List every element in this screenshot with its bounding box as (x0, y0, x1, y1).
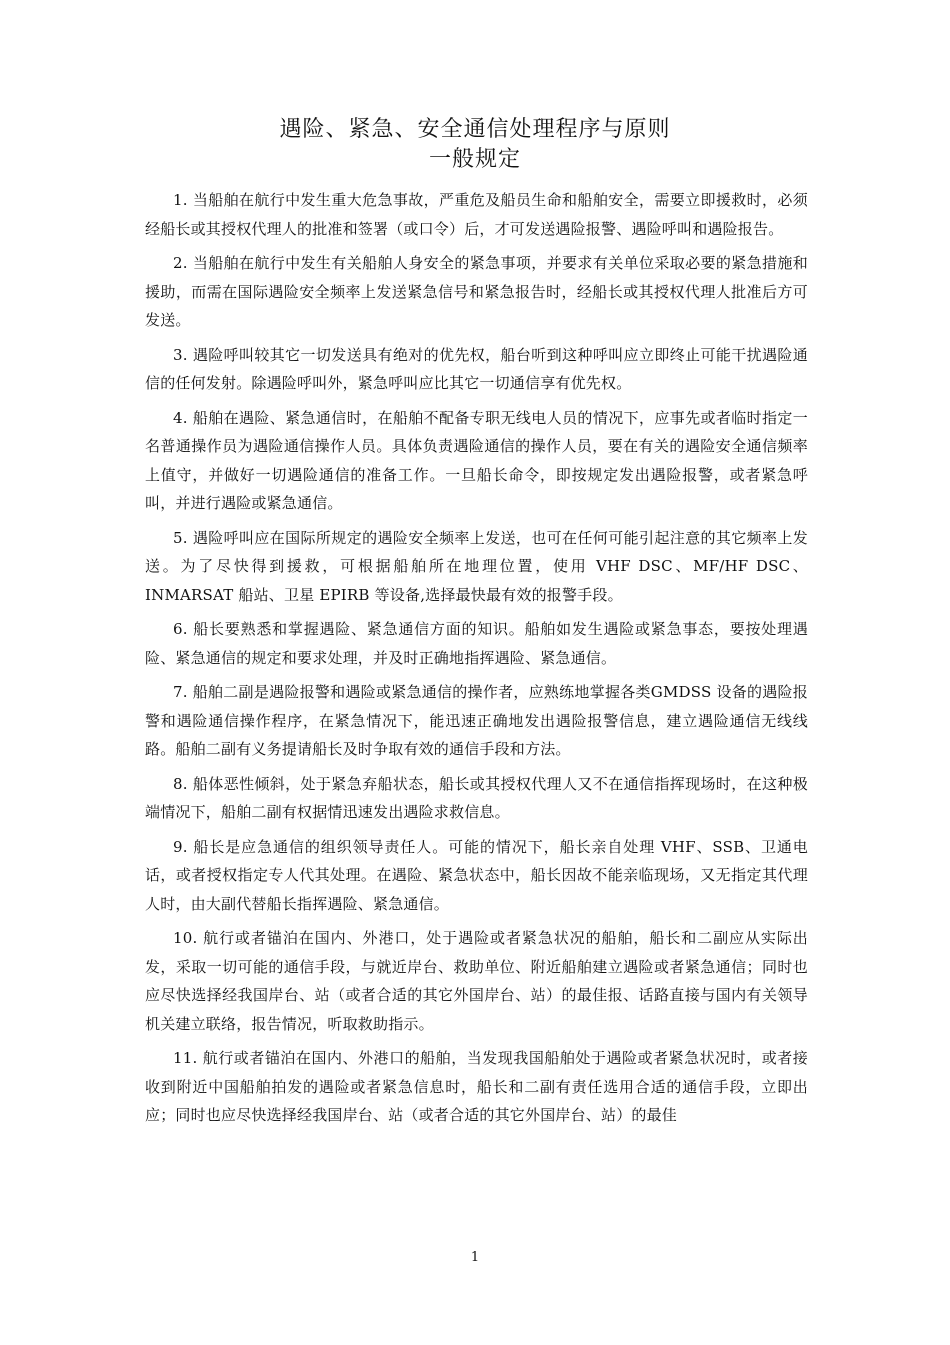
paragraph-9: 9. 船长是应急通信的组织领导责任人。可能的情况下，船长亲自处理 VHF、SSB、卫通电话，或者授权指定专人代其处理。在遇险、紧急状态中，船长因故不能亲临现场，又无指定其代理人时，由大副代替船长指挥遇险、紧急通信。 (145, 837, 808, 913)
paragraph-3: 3. 遇险呼叫较其它一切发送具有绝对的优先权，船台听到这种呼叫应立即终止可能干扰遇险通信的任何发射。除遇险呼叫外，紧急呼叫应比其它一切通信享有优先权。 (145, 345, 808, 392)
paragraph-1: 1. 当船舶在航行中发生重大危急事故，严重危及船员生命和船舶安全，需要立即援救时，必须经船长或其授权代理人的批准和签署（或口令）后，才可发送遇险报警、遇险呼叫和遇险报告。 (145, 191, 808, 238)
document-title: 遇险、紧急、安全通信处理程序与原则 (279, 117, 671, 142)
paragraph-6: 6. 船长要熟悉和掌握遇险、紧急通信方面的知识。船舶如发生遇险或紧急事态，要按处理遇险、紧急通信的规定和要求处理，并及时正确地指挥遇险、紧急通信。 (145, 620, 808, 667)
paragraph-2: 2. 当船舶在航行中发生有关船舶人身安全的紧急事项，并要求有关单位采取必要的紧急措施和援助，而需在国际遇险安全频率上发送紧急信号和紧急报告时，经船长或其授权代理人批准后方可发送。 (145, 254, 808, 329)
paragraph-11: 11. 航行或者锚泊在国内、外港口的船舶，当发现我国船舶处于遇险或者紧急状况时，或者接收到附近中国船舶拍发的遇险或者紧急信息时，船长和二副有责任选用合适的通信手段，立即出应；同时也应尽快选择经我国岸台、站（或者合适的其它外国岸台、站）的最佳 (145, 1049, 808, 1124)
section-heading: 一般规定 (428, 147, 521, 172)
document-body (145, 186, 808, 1136)
paragraph-8: 8. 船体恶性倾斜，处于紧急弃船状态，船长或其授权代理人又不在通信指挥现场时，在这种极端情况下，船舶二副有权据情迅速发出遇险求救信息。 (145, 774, 808, 821)
paragraph-4: 4. 船舶在遇险、紧急通信时，在船舶不配备专职无线电人员的情况下，应事先或者临时指定一名普通操作员为遇险通信操作人员。具体负责遇险通信的操作人员，要在有关的遇险安全通信频率上值守，并做好一切遇险通信的准备工作。一旦船长命令，即按规定发出遇险报警，或者紧急呼叫，并进行遇险或紧急通信。 (145, 408, 808, 512)
paragraph-5: 5. 遇险呼叫应在国际所规定的遇险安全频率上发送，也可在任何可能引起注意的其它频率上发送。为了尽快得到援救，可根据船舶所在地理位置，使用 VHF DSC、MF/HF DSC、INMARSAT 船站、卫星 EPIRB 等设备,选择最快最有效的报警手段。 (145, 528, 808, 604)
paragraph-7: 7. 船舶二副是遇险报警和遇险或紧急通信的操作者，应熟练地掌握各类GMDSS 设备的遇险报警和遇险通信操作程序，在紧急情况下，能迅速正确地发出遇险报警信息，建立遇险通信无线线路。船舶二副有义务提请船长及时争取有效的通信手段和方法。 (145, 683, 808, 758)
paragraph-10: 10. 航行或者锚泊在国内、外港口，处于遇险或者紧急状况的船舶，船长和二副应从实际出发，采取一切可能的通信手段，与就近岸台、救助单位、附近船舶建立遇险或者紧急通信；同时也应尽快选择经我国岸台、站（或者合适的其它外国岸台、站）的最佳报、话路直接与国内有关领导机关建立联络，报告情况，听取救助指示。 (145, 929, 808, 1033)
page-number: 1 (470, 1250, 480, 1265)
